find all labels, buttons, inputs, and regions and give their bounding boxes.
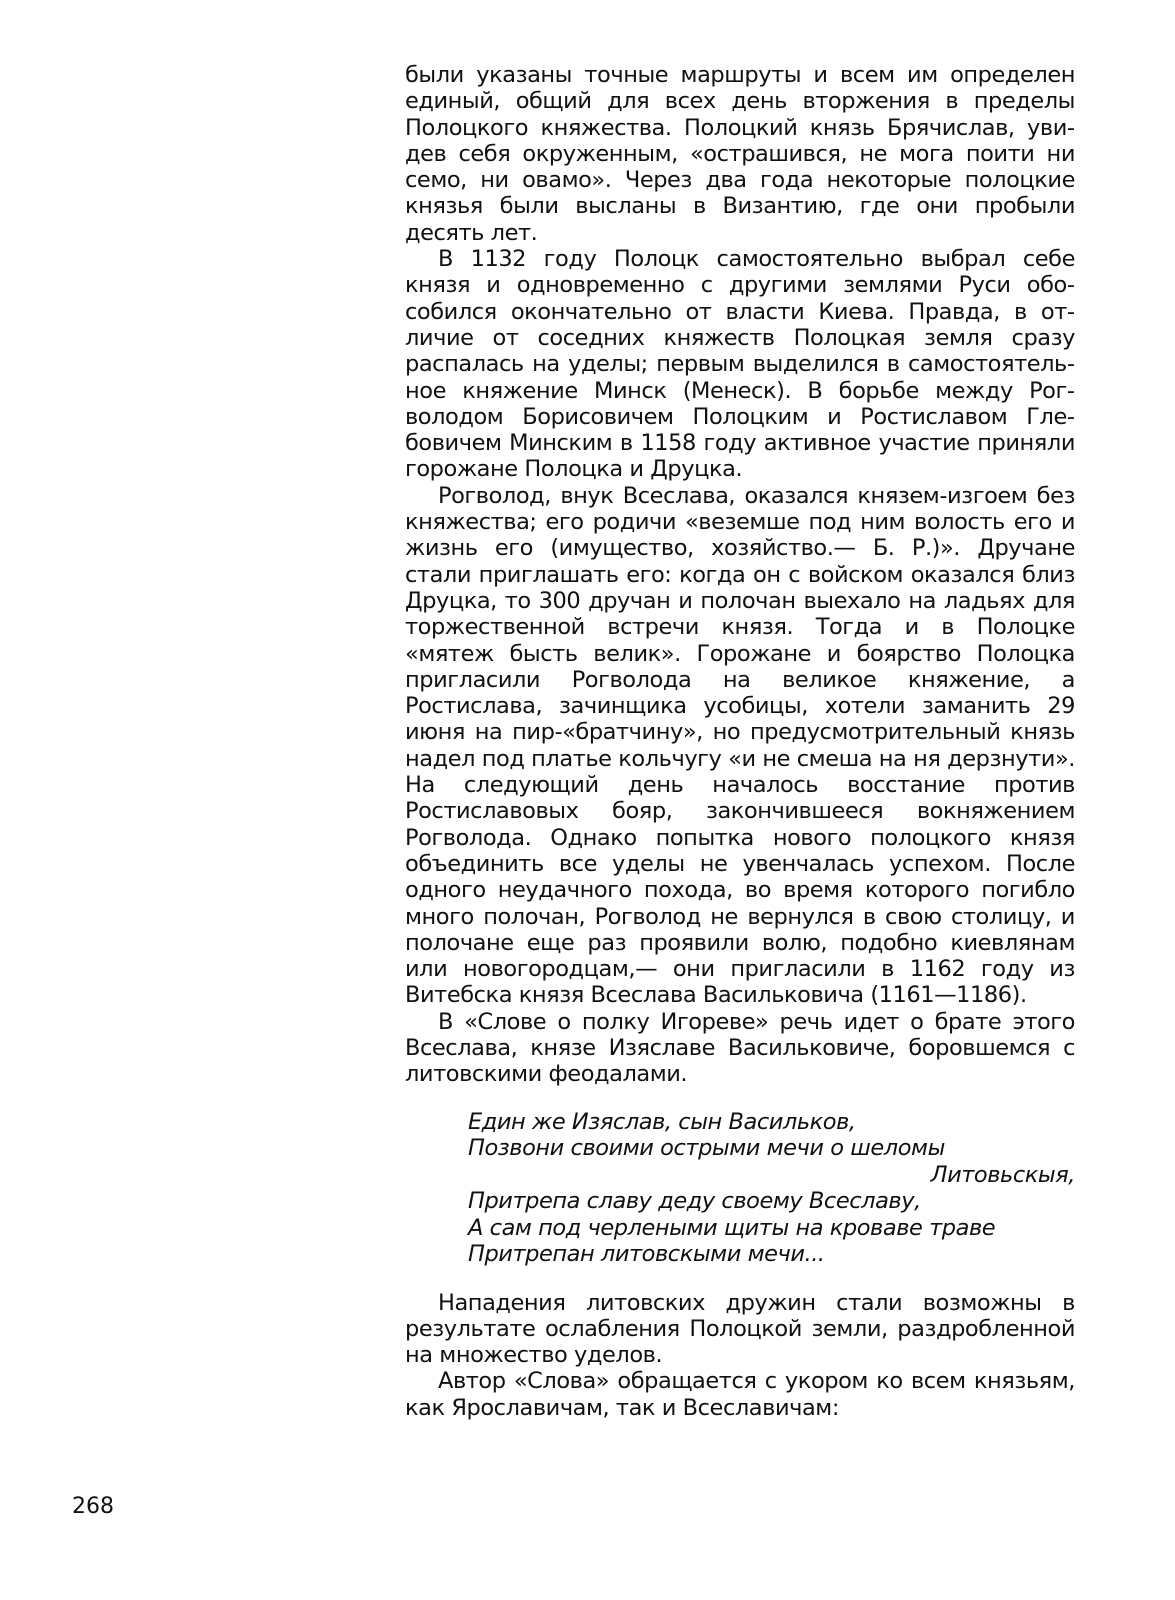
- poem-line: Един же Изяслав, сын Васильков,: [468, 1108, 856, 1135]
- page-body: [405, 62, 1075, 1421]
- paragraph-2: В 1132 году Полоцк самостоятельно выбрал себе князя и одновременно с другими землями Руси обособился окончательно от власти Киева. Правда, в отличие от соседних княжеств Полоцкая земля сразу распалась на уделы; первым выделился в самостоятельное княжение Минск (Менеск). В борьбе между Рогволодом Борисовичем Полоцким и Ростиславом Глебовичем Минским в 1158 году активное участие приняли горожане Полоцка и Друцка.: [405, 246, 1075, 483]
- paragraph-3: Рогволод, внук Всеслава, оказался князем-изгоем без княжества; его родичи «веземше под ним волость его и жизнь его (имущество, хозяйство.— Б. Р.)». Дручане стали приглашать его: когда он с войском оказался близ Друцка, то 300 дручан и полочан выехало на ладьях для торжественной встречи князя. Тогда и в Полоцке «мятеж бысть велик». Горожане и боярство Полоцка пригласили Рогволода на великое княжение, а Ростислава, зачинщика усобицы, хотели заманить 29 июня на пир-«братчину», но предусмотрительный князь надел под платье кольчугу «и не смеша на ня дерзнути». На следующий день началось восстание против Ростиславовых бояр, закончившееся вокняжением Рогволода. Однако попытка нового полоцкого князя объединить все уделы не увенчалась успехом. После одного неудачного похода, во время которого погибло много полочан, Рогволод не вернулся в свою столицу, и полочане еще раз проявили волю, подобно киевлянам или новогородцам,— они пригласили в 1162 году из Витебска князя Всеслава Васильковича (1161—1186).: [405, 482, 1075, 1009]
- poem-line: Позвони своими острыми мечи о шеломы: [468, 1135, 945, 1162]
- poem-line: Притрепа славу деду своему Всеславу,: [468, 1188, 921, 1215]
- paragraph-6: Автор «Слова» обращается с укором ко всем князьям, как Ярославичам, так и Всеславичам:: [405, 1368, 1075, 1421]
- page-number: 268: [72, 1494, 114, 1519]
- poem-quote: [468, 1109, 1075, 1268]
- poem-line: А сам под черлеными щиты на кровавe траве: [468, 1214, 996, 1241]
- poem-line: Притрепан литовскыми мечи...: [468, 1241, 825, 1268]
- paragraph-1: были указаны точные маршруты и всем им определен единый, общий для всех день вторжения в пределы Полоцкого княжества. Полоцкий князь Брячислав, увидев себя окруженным, «острашився, не мога поити ни семо, ни овамо». Через два года некоторые полоцкие князья были высланы в Византию, где они пробыли десять лет.: [405, 62, 1075, 246]
- paragraph-4: В «Слове о полку Игореве» речь идет о брате этого Всеслава, князе Изяславе Васильковиче, боровшемся с литовскими феодалами.: [405, 1008, 1075, 1088]
- poem-line-continuation: Литовьскыя,: [930, 1161, 1075, 1188]
- paragraph-5: Нападения литовских дружин стали возможны в результате ослабления Полоцкой земли, раздробленной на множество уделов.: [405, 1289, 1075, 1369]
